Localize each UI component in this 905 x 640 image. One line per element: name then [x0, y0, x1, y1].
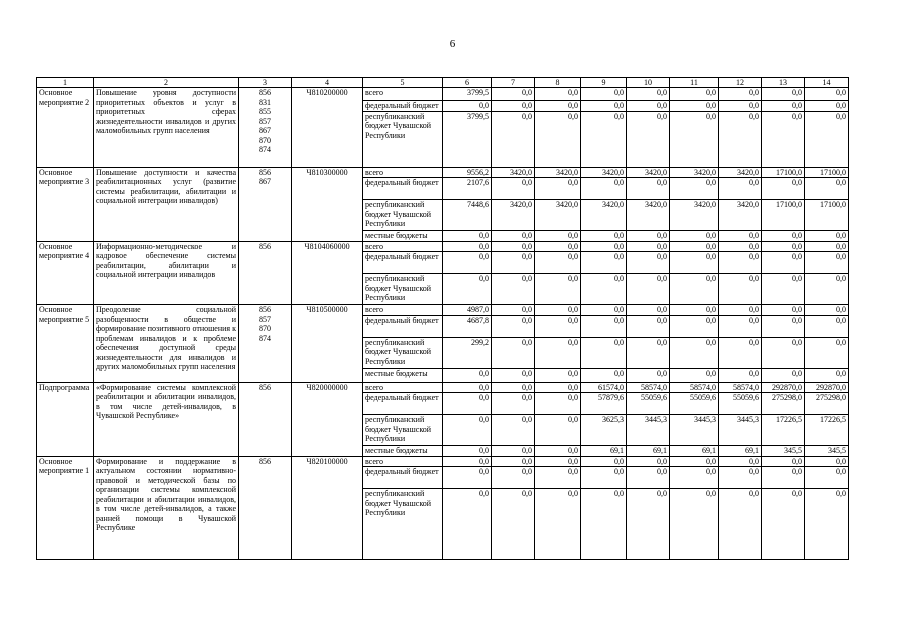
amount-cell: 0,0	[535, 305, 581, 316]
amount-cell: 3420,0	[492, 167, 535, 178]
column-header: 2	[94, 78, 239, 88]
column-header: 14	[805, 78, 849, 88]
target-article-code: Ч810500000	[292, 305, 363, 383]
amount-cell: 0,0	[670, 467, 719, 489]
page-number: 6	[449, 38, 456, 50]
amount-cell: 0,0	[443, 382, 492, 393]
amount-cell: 0,0	[805, 368, 849, 382]
amount-cell: 0,0	[581, 101, 627, 112]
table-row	[37, 167, 849, 178]
amount-cell: 0,0	[627, 274, 670, 305]
amount-cell: 0,0	[443, 467, 492, 489]
activity-type: Основное мероприятие 1	[37, 456, 94, 560]
table-body	[37, 88, 849, 560]
amount-cell: 0,0	[492, 446, 535, 457]
grbs-codes: 856	[239, 456, 292, 560]
amount-cell: 0,0	[581, 231, 627, 242]
amount-cell: 0,0	[581, 241, 627, 252]
funding-source: федеральный бюджет	[363, 178, 443, 200]
amount-cell: 0,0	[670, 252, 719, 274]
amount-cell: 0,0	[627, 315, 670, 337]
amount-cell: 0,0	[535, 337, 581, 368]
amount-cell: 0,0	[535, 489, 581, 560]
amount-cell: 0,0	[719, 231, 762, 242]
amount-cell: 4687,8	[443, 315, 492, 337]
funding-source: федеральный бюджет	[363, 252, 443, 274]
amount-cell: 0,0	[805, 111, 849, 167]
table-row	[37, 456, 849, 467]
amount-cell: 0,0	[670, 368, 719, 382]
activity-name: «Формирование системы комплексной реабилитации и абилитации инвалидов, в том числе детей-инвалидов, в Чувашской Республике»	[94, 382, 239, 456]
target-article-code: Ч820000000	[292, 382, 363, 456]
amount-cell: 58574,0	[670, 382, 719, 393]
amount-cell: 0,0	[492, 368, 535, 382]
amount-cell: 0,0	[443, 241, 492, 252]
amount-cell: 3420,0	[670, 167, 719, 178]
amount-cell: 3420,0	[719, 167, 762, 178]
amount-cell: 0,0	[762, 274, 805, 305]
amount-cell: 0,0	[492, 456, 535, 467]
activity-name: Повышение доступности и качества реабилитационных услуг (развитие системы реабилитации, абилитации и социальной интеграции инвалидов)	[94, 167, 239, 241]
amount-cell: 0,0	[670, 178, 719, 200]
amount-cell: 0,0	[443, 274, 492, 305]
amount-cell: 0,0	[762, 368, 805, 382]
amount-cell: 0,0	[535, 315, 581, 337]
amount-cell: 0,0	[581, 305, 627, 316]
amount-cell: 0,0	[762, 178, 805, 200]
amount-cell: 0,0	[581, 88, 627, 101]
amount-cell: 0,0	[762, 315, 805, 337]
amount-cell: 55059,6	[719, 393, 762, 415]
amount-cell: 0,0	[670, 231, 719, 242]
column-header: 1	[37, 78, 94, 88]
amount-cell: 0,0	[627, 88, 670, 101]
amount-cell: 0,0	[762, 101, 805, 112]
amount-cell: 3420,0	[627, 167, 670, 178]
amount-cell: 0,0	[535, 446, 581, 457]
amount-cell: 3445,3	[627, 415, 670, 446]
amount-cell: 0,0	[719, 241, 762, 252]
amount-cell: 0,0	[581, 337, 627, 368]
amount-cell: 0,0	[627, 337, 670, 368]
grbs-codes: 856	[239, 241, 292, 305]
amount-cell: 0,0	[535, 415, 581, 446]
column-header: 9	[581, 78, 627, 88]
amount-cell: 0,0	[492, 241, 535, 252]
amount-cell: 0,0	[762, 467, 805, 489]
amount-cell: 0,0	[581, 315, 627, 337]
amount-cell: 0,0	[627, 231, 670, 242]
amount-cell: 0,0	[535, 382, 581, 393]
target-article-code: Ч820100000	[292, 456, 363, 560]
amount-cell: 0,0	[581, 274, 627, 305]
funding-source: всего	[363, 241, 443, 252]
amount-cell: 0,0	[535, 274, 581, 305]
amount-cell: 7448,6	[443, 200, 492, 231]
amount-cell: 0,0	[670, 111, 719, 167]
amount-cell: 0,0	[443, 231, 492, 242]
funding-source: федеральный бюджет	[363, 393, 443, 415]
activity-type: Подпрограмма	[37, 382, 94, 456]
amount-cell: 69,1	[627, 446, 670, 457]
amount-cell: 0,0	[627, 111, 670, 167]
funding-source: республиканский бюджет Чувашской Республики	[363, 415, 443, 446]
amount-cell: 0,0	[443, 393, 492, 415]
amount-cell: 0,0	[805, 305, 849, 316]
amount-cell: 0,0	[719, 305, 762, 316]
funding-source: всего	[363, 382, 443, 393]
amount-cell: 0,0	[719, 456, 762, 467]
amount-cell: 292870,0	[805, 382, 849, 393]
amount-cell: 3420,0	[535, 200, 581, 231]
amount-cell: 0,0	[443, 252, 492, 274]
funding-source: республиканский бюджет Чувашской Республики	[363, 111, 443, 167]
amount-cell: 0,0	[805, 241, 849, 252]
amount-cell: 61574,0	[581, 382, 627, 393]
target-article-code: Ч8104060000	[292, 241, 363, 305]
amount-cell: 0,0	[805, 489, 849, 560]
table-row	[37, 88, 849, 101]
amount-cell: 0,0	[670, 489, 719, 560]
column-header: 12	[719, 78, 762, 88]
amount-cell: 0,0	[492, 415, 535, 446]
amount-cell: 3420,0	[581, 200, 627, 231]
budget-table	[36, 77, 849, 560]
amount-cell: 0,0	[581, 111, 627, 167]
amount-cell: 9556,2	[443, 167, 492, 178]
amount-cell: 17100,0	[805, 167, 849, 178]
amount-cell: 0,0	[762, 231, 805, 242]
amount-cell: 0,0	[627, 252, 670, 274]
table-row	[37, 382, 849, 393]
amount-cell: 58574,0	[627, 382, 670, 393]
amount-cell: 0,0	[492, 178, 535, 200]
amount-cell: 0,0	[719, 368, 762, 382]
amount-cell: 0,0	[805, 252, 849, 274]
table-row	[37, 241, 849, 252]
activity-name: Информационно-методическое и кадровое обеспечение системы реабилитации, абилитации и социальной интеграции инвалидов	[94, 241, 239, 305]
amount-cell: 0,0	[535, 252, 581, 274]
amount-cell: 55059,6	[627, 393, 670, 415]
amount-cell: 0,0	[670, 101, 719, 112]
amount-cell: 0,0	[535, 111, 581, 167]
amount-cell: 0,0	[719, 178, 762, 200]
amount-cell: 3420,0	[535, 167, 581, 178]
activity-name: Повышение уровня доступности приоритетных объектов и услуг в приоритетных сферах жизнедеятельности инвалидов и других маломобильных групп населения	[94, 88, 239, 168]
target-article-code: Ч810200000	[292, 88, 363, 168]
funding-source: республиканский бюджет Чувашской Республики	[363, 200, 443, 231]
amount-cell: 0,0	[492, 231, 535, 242]
amount-cell: 0,0	[627, 305, 670, 316]
grbs-codes: 856 857 870 874	[239, 305, 292, 383]
amount-cell: 0,0	[492, 274, 535, 305]
amount-cell: 0,0	[535, 231, 581, 242]
amount-cell: 3420,0	[627, 200, 670, 231]
amount-cell: 17100,0	[805, 200, 849, 231]
amount-cell: 0,0	[719, 88, 762, 101]
amount-cell: 0,0	[627, 456, 670, 467]
amount-cell: 0,0	[762, 337, 805, 368]
amount-cell: 0,0	[443, 489, 492, 560]
funding-source: местные бюджеты	[363, 446, 443, 457]
amount-cell: 299,2	[443, 337, 492, 368]
amount-cell: 0,0	[443, 456, 492, 467]
amount-cell: 3420,0	[719, 200, 762, 231]
amount-cell: 0,0	[492, 305, 535, 316]
amount-cell: 0,0	[670, 241, 719, 252]
amount-cell: 0,0	[719, 111, 762, 167]
funding-source: всего	[363, 167, 443, 178]
amount-cell: 0,0	[492, 315, 535, 337]
amount-cell: 3445,3	[719, 415, 762, 446]
amount-cell: 3799,5	[443, 88, 492, 101]
amount-cell: 0,0	[581, 456, 627, 467]
amount-cell: 0,0	[443, 368, 492, 382]
amount-cell: 0,0	[581, 252, 627, 274]
amount-cell: 0,0	[719, 489, 762, 560]
funding-source: всего	[363, 456, 443, 467]
amount-cell: 0,0	[581, 467, 627, 489]
funding-source: республиканский бюджет Чувашской Республики	[363, 274, 443, 305]
activity-type: Основное мероприятие 4	[37, 241, 94, 305]
column-header: 11	[670, 78, 719, 88]
column-header: 6	[443, 78, 492, 88]
amount-cell: 0,0	[805, 178, 849, 200]
column-header: 5	[363, 78, 443, 88]
amount-cell: 0,0	[535, 368, 581, 382]
amount-cell: 3420,0	[581, 167, 627, 178]
amount-cell: 0,0	[670, 315, 719, 337]
amount-cell: 292870,0	[762, 382, 805, 393]
activity-type: Основное мероприятие 3	[37, 167, 94, 241]
amount-cell: 0,0	[805, 88, 849, 101]
amount-cell: 0,0	[492, 467, 535, 489]
amount-cell: 0,0	[443, 446, 492, 457]
funding-source: всего	[363, 305, 443, 316]
amount-cell: 0,0	[805, 337, 849, 368]
amount-cell: 0,0	[492, 101, 535, 112]
amount-cell: 0,0	[762, 456, 805, 467]
grbs-codes: 856	[239, 382, 292, 456]
amount-cell: 0,0	[492, 88, 535, 101]
amount-cell: 0,0	[805, 467, 849, 489]
amount-cell: 0,0	[535, 456, 581, 467]
amount-cell: 57879,6	[581, 393, 627, 415]
amount-cell: 0,0	[535, 88, 581, 101]
activity-type: Основное мероприятие 5	[37, 305, 94, 383]
activity-type: Основное мероприятие 2	[37, 88, 94, 168]
amount-cell: 17226,5	[762, 415, 805, 446]
amount-cell: 0,0	[719, 101, 762, 112]
amount-cell: 0,0	[535, 241, 581, 252]
funding-source: республиканский бюджет Чувашской Республики	[363, 489, 443, 560]
activity-name: Преодоление социальной разобщенности в обществе и формирование позитивного отношения к проблемам инвалидов и к проблеме обеспечения доступной среды жизнедеятельности для инвалидов и других маломобильных групп населения	[94, 305, 239, 383]
amount-cell: 0,0	[805, 456, 849, 467]
amount-cell: 0,0	[762, 489, 805, 560]
amount-cell: 3799,5	[443, 111, 492, 167]
amount-cell: 69,1	[670, 446, 719, 457]
amount-cell: 0,0	[492, 393, 535, 415]
amount-cell: 17100,0	[762, 167, 805, 178]
amount-cell: 0,0	[492, 252, 535, 274]
column-header: 3	[239, 78, 292, 88]
amount-cell: 0,0	[805, 231, 849, 242]
amount-cell: 4987,0	[443, 305, 492, 316]
amount-cell: 0,0	[805, 101, 849, 112]
amount-cell: 0,0	[719, 274, 762, 305]
amount-cell: 0,0	[762, 111, 805, 167]
amount-cell: 0,0	[670, 88, 719, 101]
amount-cell: 0,0	[627, 489, 670, 560]
amount-cell: 0,0	[627, 241, 670, 252]
amount-cell: 0,0	[581, 368, 627, 382]
amount-cell: 17100,0	[762, 200, 805, 231]
amount-cell: 0,0	[762, 241, 805, 252]
amount-cell: 0,0	[443, 415, 492, 446]
amount-cell: 3625,3	[581, 415, 627, 446]
amount-cell: 0,0	[805, 274, 849, 305]
column-header: 4	[292, 78, 363, 88]
amount-cell: 345,5	[805, 446, 849, 457]
amount-cell: 0,0	[443, 101, 492, 112]
header-row	[37, 78, 849, 88]
amount-cell: 0,0	[581, 489, 627, 560]
column-header: 13	[762, 78, 805, 88]
column-header: 7	[492, 78, 535, 88]
amount-cell: 0,0	[627, 101, 670, 112]
amount-cell: 345,5	[762, 446, 805, 457]
amount-cell: 0,0	[581, 178, 627, 200]
amount-cell: 0,0	[492, 337, 535, 368]
amount-cell: 275298,0	[762, 393, 805, 415]
amount-cell: 0,0	[627, 467, 670, 489]
amount-cell: 0,0	[719, 252, 762, 274]
amount-cell: 0,0	[762, 88, 805, 101]
funding-source: местные бюджеты	[363, 368, 443, 382]
amount-cell: 69,1	[719, 446, 762, 457]
amount-cell: 275298,0	[805, 393, 849, 415]
amount-cell: 0,0	[492, 111, 535, 167]
amount-cell: 0,0	[670, 337, 719, 368]
amount-cell: 0,0	[719, 467, 762, 489]
amount-cell: 3420,0	[492, 200, 535, 231]
target-article-code: Ч810300000	[292, 167, 363, 241]
funding-source: всего	[363, 88, 443, 101]
amount-cell: 0,0	[535, 467, 581, 489]
amount-cell: 3420,0	[670, 200, 719, 231]
amount-cell: 0,0	[805, 315, 849, 337]
amount-cell: 0,0	[535, 178, 581, 200]
table-row	[37, 305, 849, 316]
funding-source: местные бюджеты	[363, 231, 443, 242]
amount-cell: 69,1	[581, 446, 627, 457]
funding-source: республиканский бюджет Чувашской Республики	[363, 337, 443, 368]
amount-cell: 0,0	[535, 101, 581, 112]
amount-cell: 0,0	[670, 305, 719, 316]
column-header: 10	[627, 78, 670, 88]
amount-cell: 58574,0	[719, 382, 762, 393]
amount-cell: 0,0	[670, 274, 719, 305]
column-header: 8	[535, 78, 581, 88]
amount-cell: 0,0	[535, 393, 581, 415]
funding-source: федеральный бюджет	[363, 315, 443, 337]
amount-cell: 0,0	[492, 489, 535, 560]
amount-cell: 0,0	[627, 368, 670, 382]
grbs-codes: 856 867	[239, 167, 292, 241]
amount-cell: 0,0	[719, 337, 762, 368]
activity-name: Формирование и поддержание в актуальном состоянии нормативно-правовой и методической базы по организации системы комплексной реабилитации и абилитации инвалидов, в том числе детей-инвалидов, а также ранней помощи в Чувашской Республике	[94, 456, 239, 560]
amount-cell: 2107,6	[443, 178, 492, 200]
grbs-codes: 856 831 855 857 867 870 874	[239, 88, 292, 168]
funding-source: федеральный бюджет	[363, 101, 443, 112]
amount-cell: 0,0	[719, 315, 762, 337]
amount-cell: 0,0	[762, 252, 805, 274]
amount-cell: 0,0	[492, 382, 535, 393]
amount-cell: 0,0	[670, 456, 719, 467]
amount-cell: 0,0	[627, 178, 670, 200]
amount-cell: 3445,3	[670, 415, 719, 446]
amount-cell: 55059,6	[670, 393, 719, 415]
amount-cell: 0,0	[762, 305, 805, 316]
funding-source: федеральный бюджет	[363, 467, 443, 489]
amount-cell: 17226,5	[805, 415, 849, 446]
